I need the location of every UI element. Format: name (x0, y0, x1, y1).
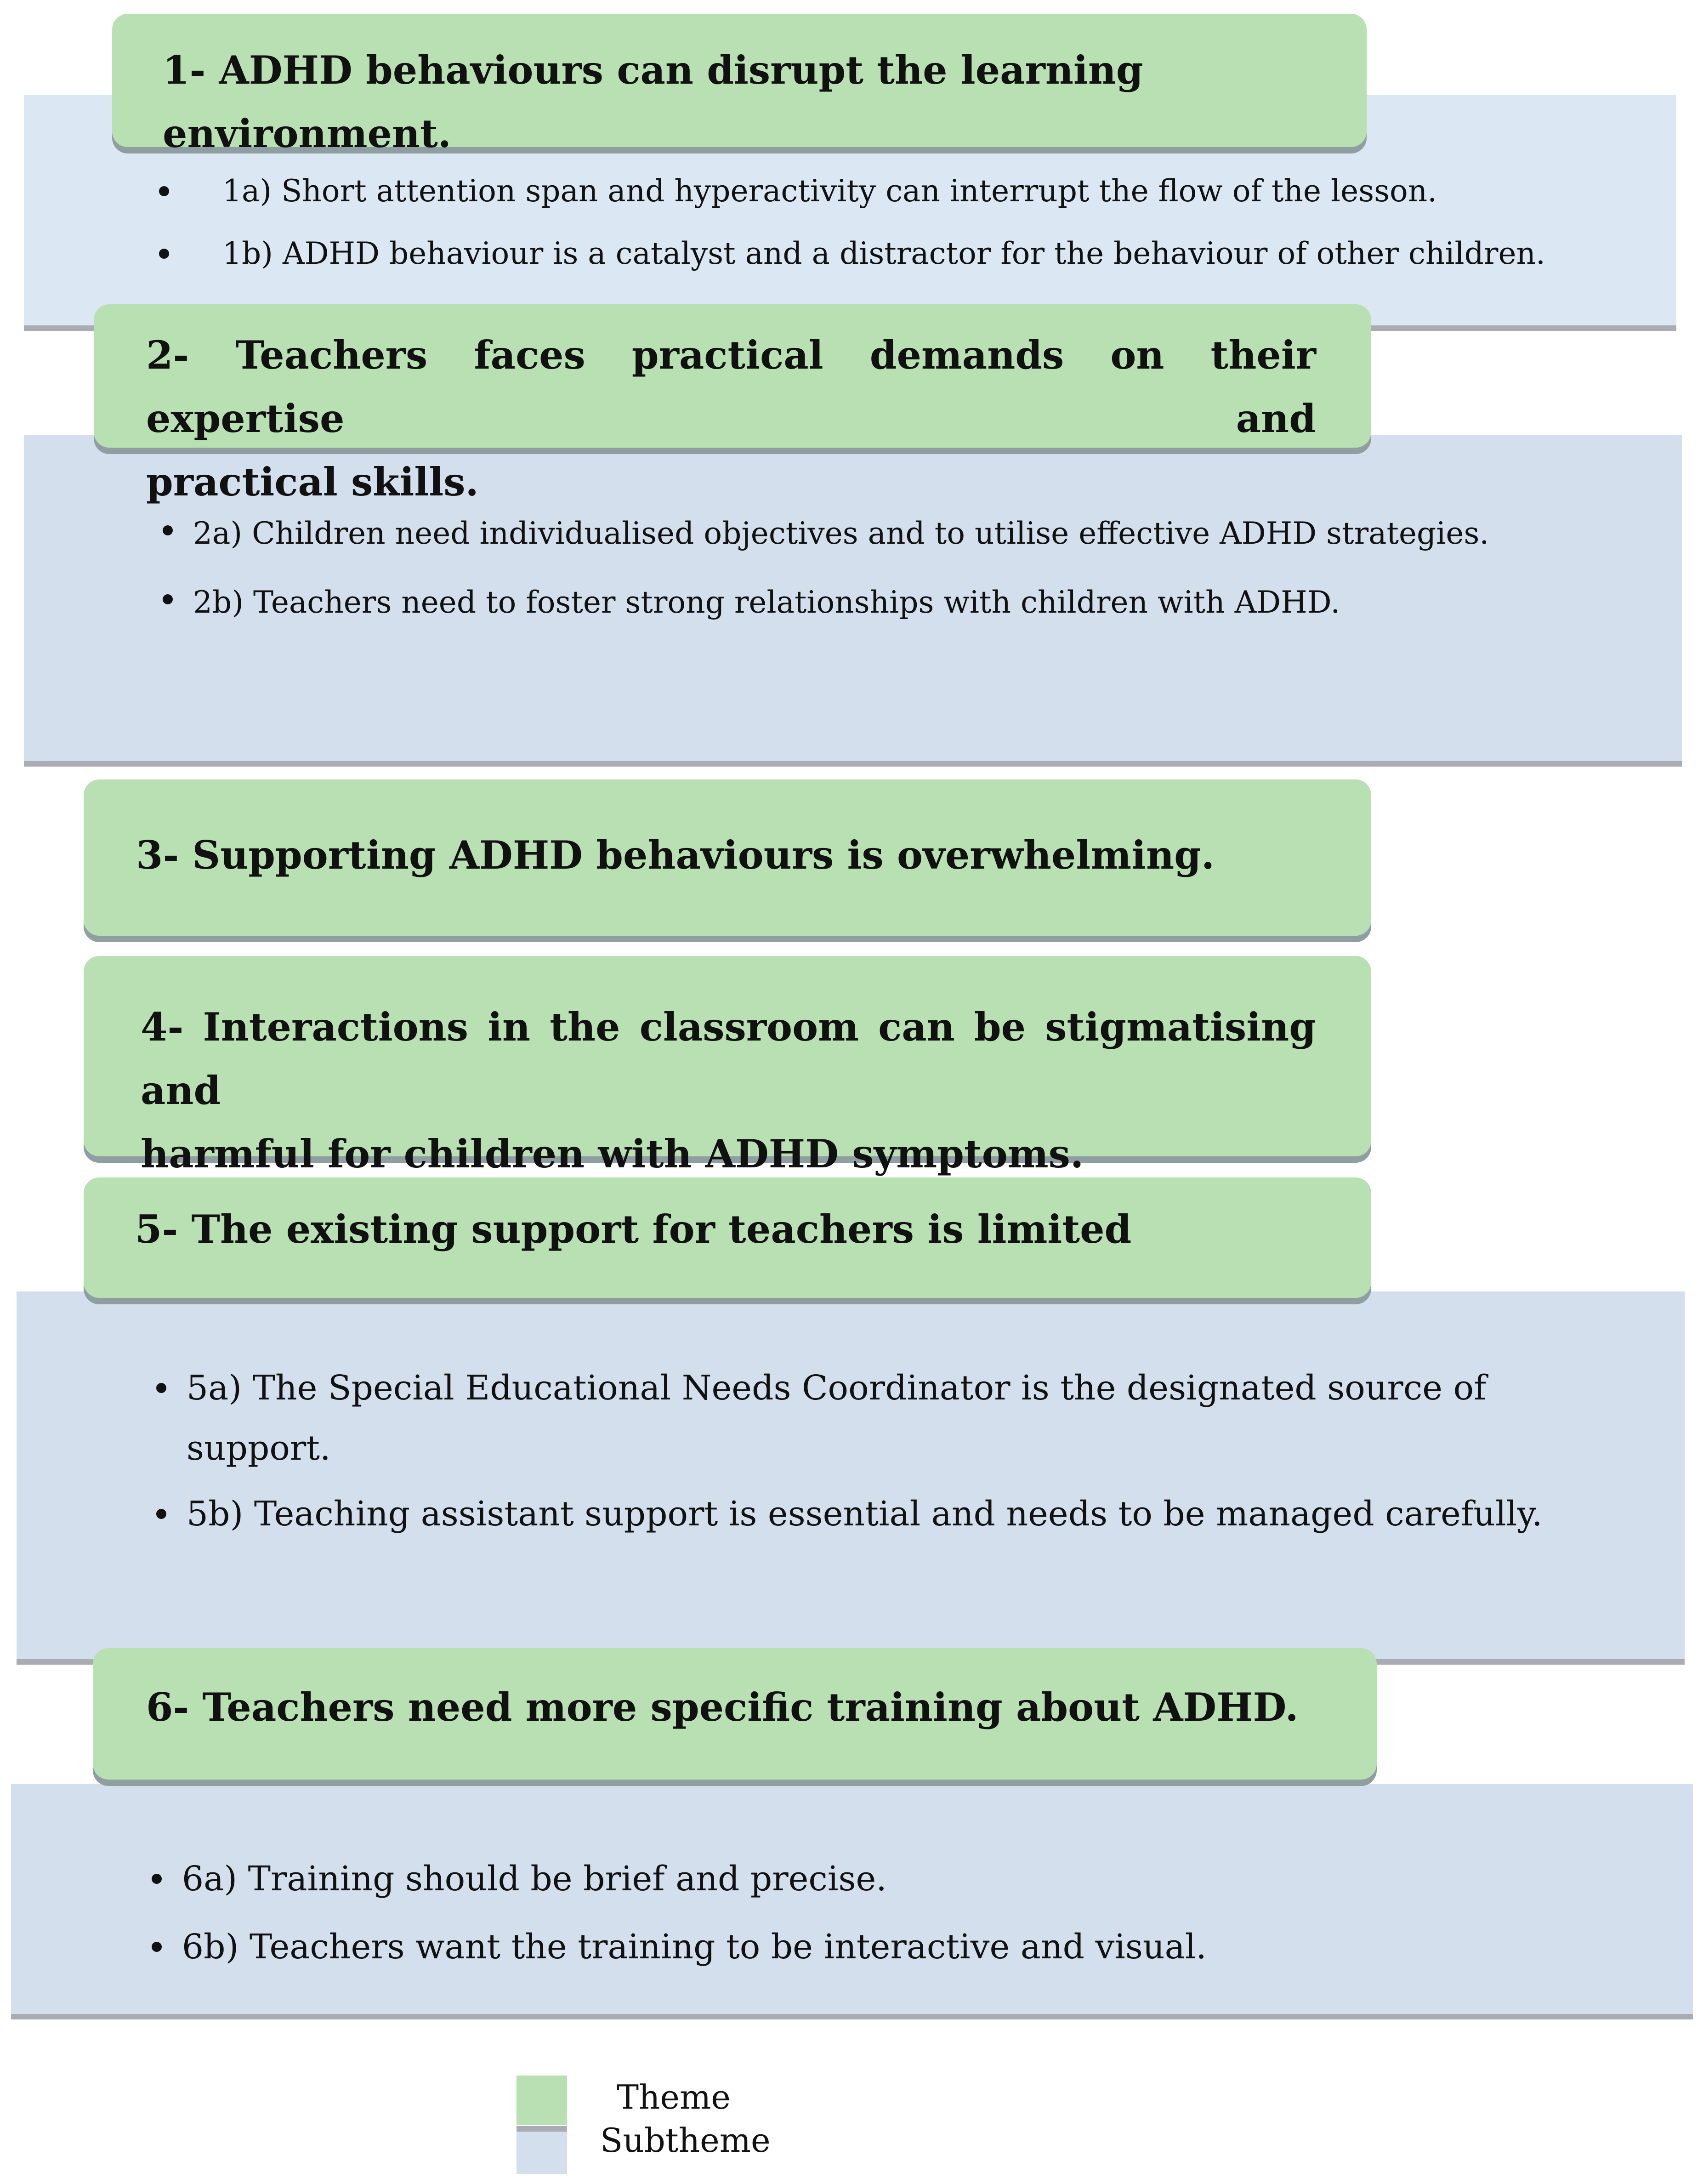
subtheme-list-6 (152, 1845, 1622, 1981)
theme-label-6: 6- Teachers need more specific training about ADHD. (146, 1684, 1299, 1730)
subtheme-item-1a: 1a) Short attention span and hyperactivity can interrupt the flow of the lesson. (158, 160, 1629, 222)
theme-box-4 (84, 956, 1371, 1177)
theme-label-4-line2: harmful for children with ADHD symptoms. (141, 1131, 1084, 1177)
theme-label-1: 1- ADHD behaviours can disrupt the learning environment. (163, 47, 1143, 156)
subtheme-item-5a-line1: 5a) The Special Educational Needs Coordinator is the designated source of (187, 1368, 1487, 1408)
legend-theme-label: Theme (617, 2078, 731, 2116)
subtheme-item-5b: 5b) Teaching assistant support is essential and needs to be managed carefully. (156, 1480, 1627, 1548)
theme-label-2-line2: practical skills. (146, 459, 479, 505)
subtheme-list-5 (156, 1354, 1627, 1548)
theme-box-5 (84, 1177, 1371, 1298)
theme-label-3: 3- Supporting ADHD behaviours is overwhelming. (136, 832, 1215, 878)
theme-label-5: 5- The existing support for teachers is limited (135, 1206, 1132, 1252)
theme-box-1 (112, 14, 1367, 156)
subtheme-list-1 (158, 160, 1629, 285)
theme-label-4-line1: 4- Interactions in the classroom can be stigmatising and (141, 1004, 1316, 1113)
subtheme-item-5a-line2: support. (187, 1428, 331, 1468)
subtheme-item-2a: 2a) Children need individualised objectives and to utilise effective ADHD strategies. (163, 499, 1633, 568)
theme-box-3 (84, 779, 1371, 936)
subtheme-item-5a (156, 1354, 1627, 1478)
legend-subtheme-label: Subtheme (600, 2121, 771, 2160)
subtheme-item-1b: 1b) ADHD behaviour is a catalyst and a distractor for the behaviour of other children. (158, 222, 1629, 285)
subtheme-item-2b: 2b) Teachers need to foster strong relationships with children with ADHD. (163, 568, 1633, 637)
theme-box-2 (94, 304, 1371, 505)
subtheme-list-2 (163, 499, 1633, 637)
legend-theme-swatch (517, 2076, 567, 2125)
legend-subtheme-swatch (517, 2126, 567, 2174)
subtheme-item-6b: 6b) Teachers want the training to be interactive and visual. (152, 1913, 1622, 1981)
subtheme-item-6a: 6a) Training should be brief and precise. (152, 1845, 1622, 1913)
theme-box-6 (93, 1648, 1377, 1780)
theme-label-2-line1: 2- Teachers faces practical demands on their expertise and (146, 332, 1316, 441)
